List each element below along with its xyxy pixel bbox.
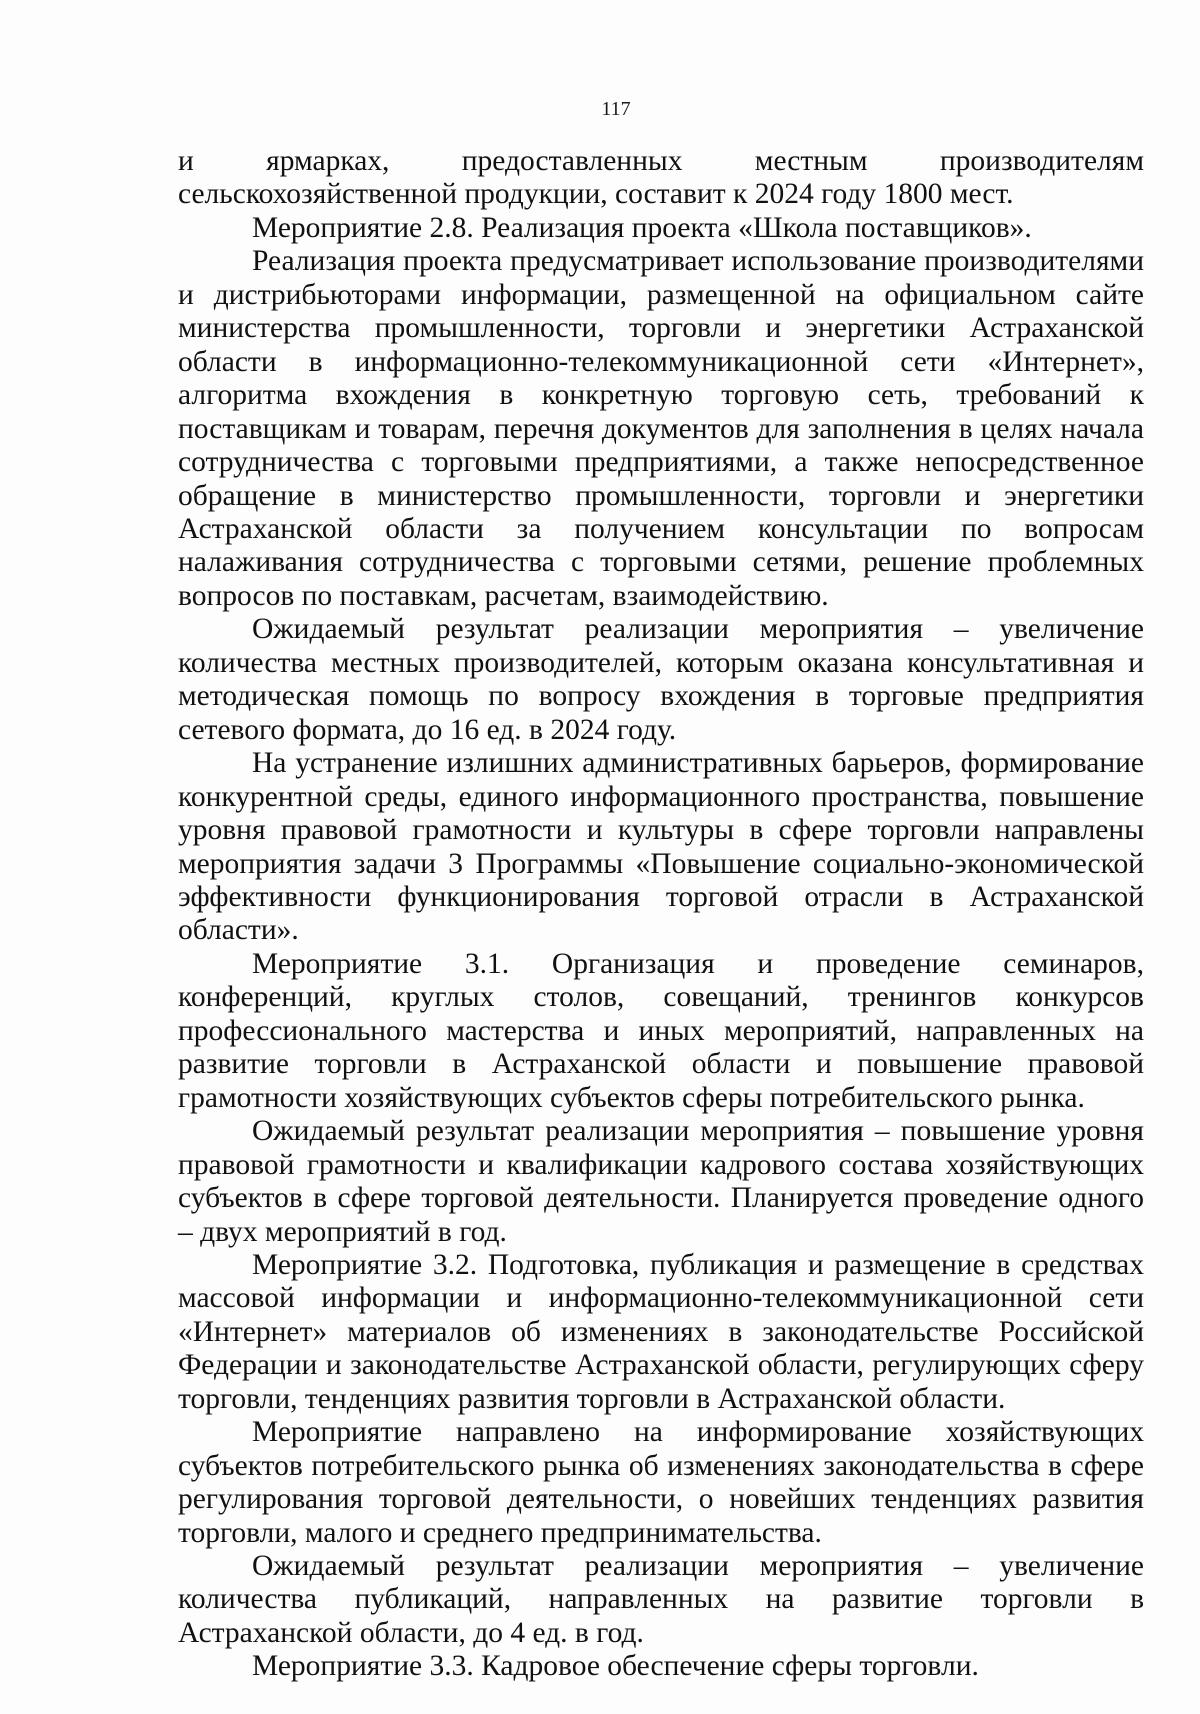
paragraph: На устранение излишних административных барьеров, формирование конкурентной среды, единого информационного пространства, повышение уровня правовой грамотности и культуры в сфере торговли направлены мероприятия задачи 3 Программы «Повышение социально-экономической эффективности функционирования торговой отрасли в Астраханской области».: [178, 747, 1144, 947]
paragraph: Мероприятие 2.8. Реализация проекта «Школа поставщиков».: [252, 211, 1032, 244]
paragraph: и ярмарках, предоставленных местным производителям сельскохозяйственной продукции, составит к 2024 году 1800 мест.: [178, 145, 1144, 211]
paragraph: Мероприятие 3.2. Подготовка, публикация и размещение в средствах массовой информации и информационно-телекоммуникационной сети «Интернет» материалов об изменениях в законодательстве Российской Федерации и законодательстве Астраханской области, регулирующих сферу торговли, тенденциях развития торговли в Астраханской области.: [178, 1248, 1144, 1415]
paragraph: Ожидаемый результат реализации мероприятия – увеличение количества местных производителей, которым оказана консультативная и методическая помощь по вопросу вхождения в торговые предприятия сетевого формата, до 16 ед. в 2024 году.: [178, 613, 1144, 746]
paragraph: Ожидаемый результат реализации мероприятия – повышение уровня правовой грамотности и квалификации кадрового состава хозяйствующих субъектов в сфере торговой деятельности. Планируется проведение одного – двух мероприятий в год.: [178, 1115, 1144, 1248]
paragraph: Мероприятие направлено на информирование хозяйствующих субъектов потребительского рынка об изменениях законодательства в сфере регулирования торговой деятельности, о новейших тенденциях развития торговли, малого и среднего предпринимательства.: [178, 1416, 1144, 1549]
body-text: [178, 145, 1144, 1684]
page-number: 117: [601, 98, 631, 120]
paragraph: Мероприятие 3.3. Кадровое обеспечение сферы торговли.: [252, 1650, 979, 1683]
paragraph: Ожидаемый результат реализации мероприятия – увеличение количества публикаций, направленных на развитие торговли в Астраханской области, до 4 ед. в год.: [178, 1550, 1144, 1649]
paragraph: Реализация проекта предусматривает использование производителями и дистрибьюторами информации, размещенной на официальном сайте министерства промышленности, торговли и энергетики Астраханской области в информационно-телекоммуникационной сети «Интернет», алгоритма вхождения в конкретную торговую сеть, требований к поставщикам и товарам, перечня документов для заполнения в целях начала сотрудничества с торговыми предприятиями, а также непосредственное обращение в министерство промышленности, торговли и энергетики Астраханской области за получением консультации по вопросам налаживания сотрудничества с торговыми сетями, решение проблемных вопросов по поставкам, расчетам, взаимодействию.: [178, 245, 1144, 612]
paragraph: Мероприятие 3.1. Организация и проведение семинаров, конференций, круглых столов, совещаний, тренингов конкурсов профессионального мастерства и иных мероприятий, направленных на развитие торговли в Астраханской области и повышение правовой грамотности хозяйствующих субъектов сферы потребительского рынка.: [178, 947, 1144, 1114]
